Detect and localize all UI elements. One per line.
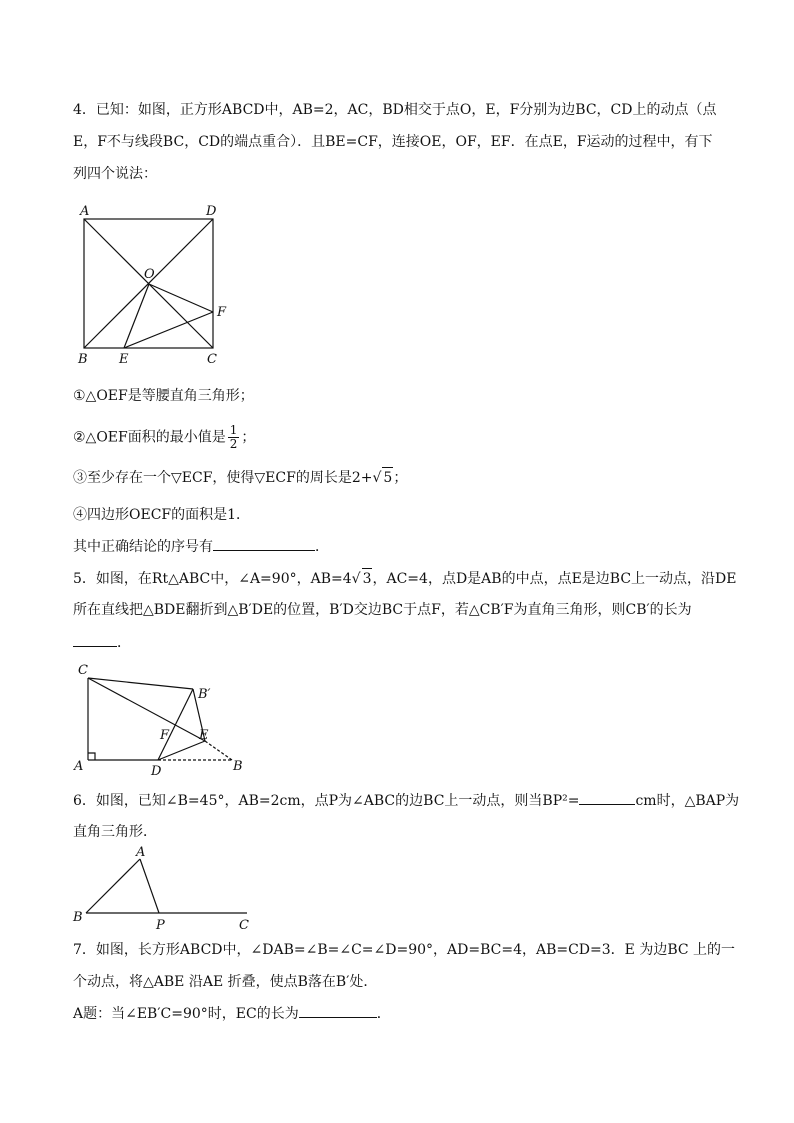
q7-line-3-suffix: ．	[376, 1006, 391, 1022]
q5-line-1-prefix: 5．如图，在Rt△ABC中，∠A=90°，AB=4	[73, 571, 352, 587]
q4-fraction	[228, 424, 240, 451]
q5-line-1-radicand: 3	[362, 568, 373, 589]
q4-fraction-denominator: 2	[229, 437, 238, 451]
q4-statement-2	[73, 424, 255, 451]
q5-label-d: D	[151, 764, 162, 775]
q4-statement-3: ③至少存在一个▽ECF，使得▽ECF的周长是2+√ 5；	[73, 467, 407, 488]
q4-statement-2-suffix: ；	[241, 429, 256, 446]
q6-angle-figure	[70, 843, 260, 935]
q5-label-e: E	[199, 728, 209, 743]
q5-label-c: C	[78, 663, 88, 678]
q4-label-d: D	[206, 204, 217, 219]
q4-label-f: F	[217, 305, 227, 320]
q5-text-line-2: 所在直线把△BDE翻折到△B′DE的位置，B′D交边BC于点F，若△CB′F为直角三角形，则CB′的长为	[73, 602, 692, 618]
q5-label-f: F	[160, 728, 170, 743]
q4-text-line-1: 4．已知：如图，正方形ABCD中，AB=2，AC，BD相交于点O，E，F分别为边BC，CD上的动点（点	[73, 102, 717, 118]
q6-label-c: C	[239, 918, 249, 933]
q4-label-c: C	[207, 352, 217, 367]
q7-text-line-2: 个动点，将△ABE 沿AE 折叠，使点B落在B′处．	[73, 974, 378, 990]
q5-label-a: A	[74, 759, 84, 774]
q4-text-line-3: 列四个说法：	[73, 166, 157, 182]
q5-text-line-1: 5．如图，在Rt△ABC中，∠A=90°，AB=4√ 3，AC=4，点D是AB的中点，点E是边BC上一动点，沿DE	[73, 568, 737, 589]
q4-answer-suffix: ．	[315, 539, 329, 555]
q7-line-3-prefix: A题：当∠EB′C=90°时，EC的长为	[73, 1006, 299, 1022]
q4-label-b: B	[78, 352, 88, 367]
q6-text-line-1	[73, 790, 739, 811]
q5-line-1-suffix: ，AC=4，点D是AB的中点，点E是边BC上一动点，沿DE	[372, 571, 737, 587]
q4-answer-prefix: 其中正确结论的序号有	[73, 539, 213, 555]
q4-answer-line	[73, 536, 329, 557]
q4-text-line-2: E，F不与线段BC，CD的端点重合）．且BE=CF，连接OE，OF，EF．在点E，F运动的过程中，有下	[73, 134, 713, 150]
q4-statement-3-suffix: ；	[393, 470, 408, 486]
q7-text-line-1: 7．如图，长方形ABCD中，∠DAB=∠B=∠C=∠D=90°，AD=BC=4，AB=CD=3．E 为边BC 上的一	[73, 942, 736, 958]
q4-label-a: A	[80, 204, 90, 219]
q4-answer-blank[interactable]	[213, 536, 315, 551]
q6-line-1-prefix: 6．如图，已知∠B=45°，AB=2cm，点P为∠ABC的边BC上一动点，则当BP²=	[73, 793, 580, 809]
q6-answer-blank[interactable]	[579, 790, 635, 805]
q6-line-1-suffix: cm时，△BAP为	[635, 793, 740, 809]
q5-label-b: B	[233, 759, 243, 774]
q7-answer-blank[interactable]	[299, 1003, 377, 1018]
q7-text-line-3	[73, 1003, 391, 1024]
q4-statement-3-prefix: ③至少存在一个▽ECF，使得▽ECF的周长是2+	[73, 470, 373, 486]
q4-fraction-numerator: 1	[229, 423, 238, 437]
q4-label-o: O	[144, 267, 155, 282]
q4-statement-2-prefix: ②△OEF面积的最小值是	[73, 429, 226, 446]
q4-statement-1: ①△OEF是等腰直角三角形；	[73, 388, 254, 404]
q6-label-a: A	[136, 845, 146, 860]
q6-text-line-2: 直角三角形．	[73, 824, 157, 840]
q5-text-line-3	[73, 632, 131, 653]
q5-triangle-figure	[72, 660, 252, 775]
q4-label-e: E	[119, 352, 129, 367]
q5-label-b-prime: B′	[198, 687, 211, 702]
q5-line-3-suffix: ．	[117, 635, 131, 651]
q6-label-b: B	[73, 910, 83, 925]
q6-label-p: P	[156, 918, 165, 933]
q4-statement-4: ④四边形OECF的面积是1．	[73, 507, 251, 523]
q4-statement-3-radicand: 5	[382, 467, 393, 488]
q5-answer-blank[interactable]	[73, 632, 117, 647]
q4-square-figure	[74, 200, 244, 370]
